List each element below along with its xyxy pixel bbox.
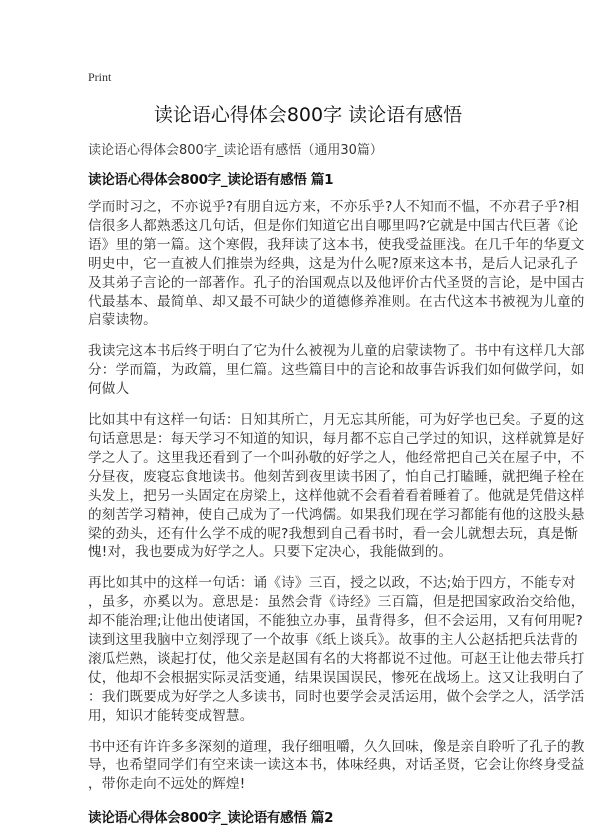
text-line: 仗，他却不会根据实际灵活变通，结果误国误民，惨死在战场上。这又让我明白了: [88, 669, 585, 686]
document-body: [88, 168, 585, 827]
text-line: 明史中，它一直被人们推崇为经典，这是为什么呢?原来这本书，是后人记录孔子: [88, 255, 579, 272]
text-line: 愧!对，我也要成为好学之人。只要下定决心，我能做到的。: [88, 544, 453, 561]
document-subtitle: 读论语心得体会800字_读论语有感悟（通用30篇）: [88, 143, 383, 158]
text-line: 句话意思是：每天学习不知道的知识，每月都不忘自己学过的知识，这样就算是好: [88, 430, 585, 447]
text-line: 比如其中有这样一句话：日知其所亡，月无忘其所能，可为好学也已矣。子夏的这: [88, 412, 585, 429]
paragraph: [88, 342, 585, 399]
text-line: 分：学而篇，为政篇，里仁篇。这些篇目中的言论和故事告诉我们如何做学问，如: [88, 362, 585, 379]
section-heading: 读论语心得体会800字_读论语有感悟 篇2: [88, 810, 334, 827]
text-line: 信很多人都熟悉这几句话，但是你们知道它出自哪里吗?它就是中国古代巨著《论: [88, 217, 579, 234]
text-line: 的刻苦学习精神，使自己成为了一代鸿儒。如果我们现在学习都能有他的这股头悬: [88, 506, 585, 523]
text-line: 启蒙读物。: [88, 312, 157, 329]
document-title: 读论语心得体会800字 读论语有感悟: [153, 104, 463, 126]
paragraph: [88, 198, 585, 330]
print-label: Print: [88, 70, 112, 84]
text-line: 用，知识才能转变成智慧。: [88, 707, 254, 724]
text-line: 学而时习之，不亦说乎?有朋自远方来，不亦乐乎?人不知而不愠，不亦君子乎?相: [88, 199, 580, 215]
text-line: 学之人了。这里我还看到了一个叫孙敬的好学之人，他经常把自己关在屋子中，不: [88, 449, 585, 466]
text-line: 及其弟子言论的一部著作。孔子的治国观点以及他评价古代圣贤的言论，是中国古: [88, 274, 585, 291]
text-line: 梁的劲头，还有什么学不成的呢?我想到自己看书时，看一会儿就想去玩，真是惭: [88, 525, 579, 542]
text-line: 书中还有许许多多深刻的道理，我仔细咀嚼，久久回味，像是亲自聆听了孔子的教: [88, 738, 585, 755]
section-heading: 读论语心得体会800字_读论语有感悟 篇1: [88, 172, 334, 188]
paragraph: [88, 738, 585, 795]
text-line: 何做人: [88, 381, 130, 398]
text-line: ：我们既要成为好学之人多读书，同时也要学会灵活运用，做个会学之人，活学活: [88, 688, 585, 705]
text-line: ，带你走向不远处的辉煌!: [88, 776, 246, 793]
text-line: 滚瓜烂熟，谈起打仗，他父亲是赵国有名的大将都说不过他。可赵王让他去带兵打: [88, 650, 585, 667]
text-line: 语》里的第一篇。这个寒假，我拜读了这本书，使我受益匪浅。在几千年的华夏文: [88, 236, 585, 253]
document-page: [88, 70, 585, 836]
text-line: 导，也希望同学们有空来读一读这本书，体味经典，对话圣贤，它会让你终身受益: [88, 757, 585, 774]
text-line: 我读完这本书后终于明白了它为什么被视为儿童的启蒙读物了。书中有这样几大部: [88, 343, 585, 360]
text-line: 却不能治理;让他出使诸国，不能独立办事，虽背得多，但不会运用，又有何用呢?: [88, 613, 583, 630]
text-line: 再比如其中的这样一句话：诵《诗》三百，授之以政，不达;始于四方，不能专对: [88, 575, 576, 592]
text-line: 代最基本、最简单、却又最不可缺少的道德修养准则。在古代这本书被视为儿童的: [88, 293, 585, 310]
text-line: 分昼夜，废寝忘食地读书。他刻苦到夜里读书困了，怕自己打瞌睡，就把绳子栓在: [88, 468, 585, 485]
paragraph: [88, 411, 585, 562]
text-line: ，虽多，亦奚以为。意思是：虽然会背《诗经》三百篇，但是把国家政治交给他，: [88, 594, 585, 611]
text-line: 头发上，把另一头固定在房梁上，这样他就不会看着看着睡着了。他就是凭借这样: [88, 487, 585, 504]
text-line: 读到这里我脑中立刻浮现了一个故事《纸上谈兵》。故事的主人公赵括把兵法背的: [88, 632, 578, 649]
paragraph: [88, 574, 585, 725]
